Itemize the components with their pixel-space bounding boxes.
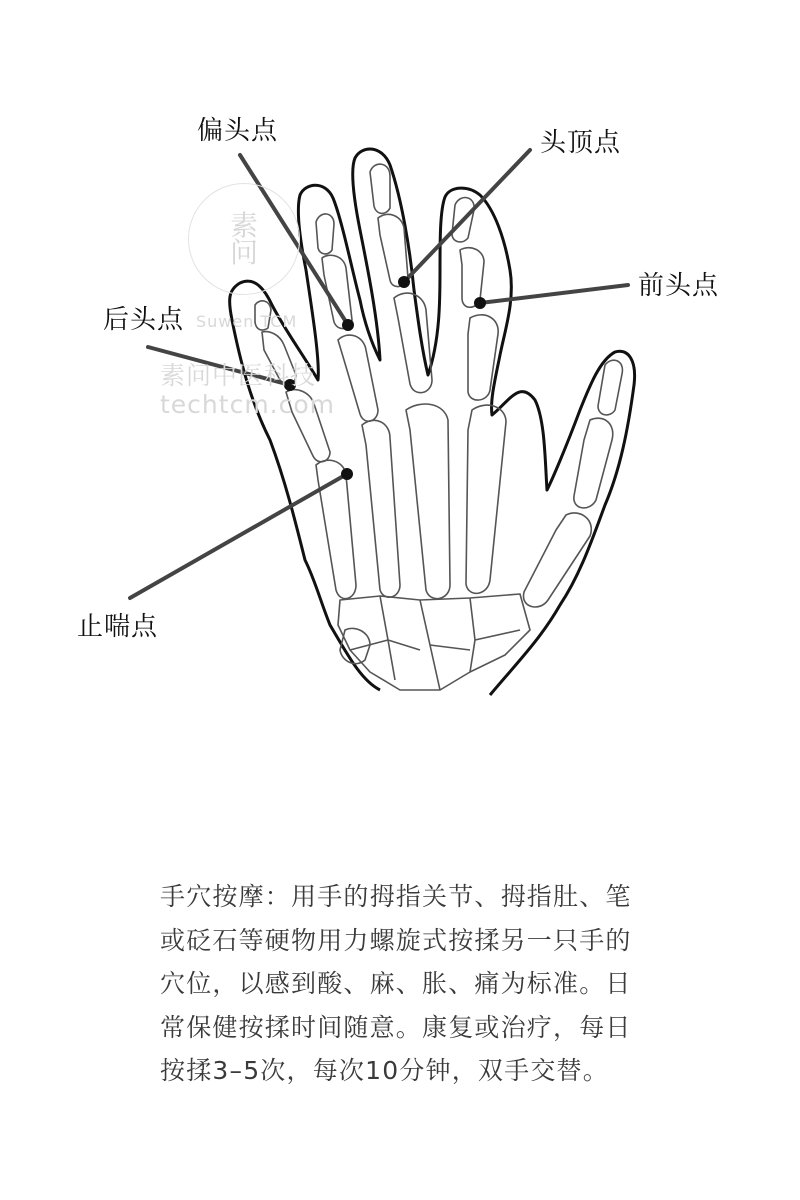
middle-finger-metacarpal (406, 404, 450, 599)
ring-finger-metacarpal (362, 420, 400, 597)
watermark-seal-text: 素问 (229, 209, 258, 269)
acupoint-dot-tou-ding (398, 276, 410, 288)
index-finger-metacarpal (466, 405, 506, 593)
label-pian-tou-dian: 偏头点 (197, 116, 279, 146)
middle-finger-middle (378, 214, 408, 286)
middle-finger-distal (370, 164, 390, 213)
leader-line-tou-ding (404, 150, 530, 282)
label-hou-tou-dian: 后头点 (103, 305, 185, 335)
label-zhi-chuan-dian: 止喘点 (77, 612, 159, 642)
carpal-bones (338, 594, 530, 690)
ring-finger-proximal (338, 335, 378, 421)
acupoint-dot-zhi-chuan (341, 468, 353, 480)
label-tou-ding-dian: 头顶点 (540, 128, 622, 158)
watermark-logo (188, 183, 300, 295)
watermark-brand-en: Suwen TCM (196, 312, 298, 331)
label-qian-tou-dian: 前头点 (638, 271, 720, 301)
watermark-brand-cn: 素问中医科技 (160, 361, 317, 390)
ring-finger-distal (316, 214, 334, 254)
massage-instructions: 手穴按摩：用手的拇指关节、拇指肚、笔或砭石等硬物用力螺旋式按揉另一只手的穴位，以感到酸、麻、胀、痛为标准。日常保健按揉时间随意。康复或治疗，每日按揉3–5次，每次10分钟，双手交替。 (160, 882, 632, 1085)
thumb-metacarpal (523, 513, 591, 607)
middle-finger-proximal (394, 293, 432, 393)
watermark-site: techtcm.com (160, 390, 336, 419)
acupoint-dot-qian-tou (474, 297, 486, 309)
leader-line-qian-tou (480, 285, 628, 303)
acupoint-dot-pian-tou (342, 319, 354, 331)
thumb-proximal (574, 418, 613, 508)
thumb-distal (598, 360, 622, 415)
